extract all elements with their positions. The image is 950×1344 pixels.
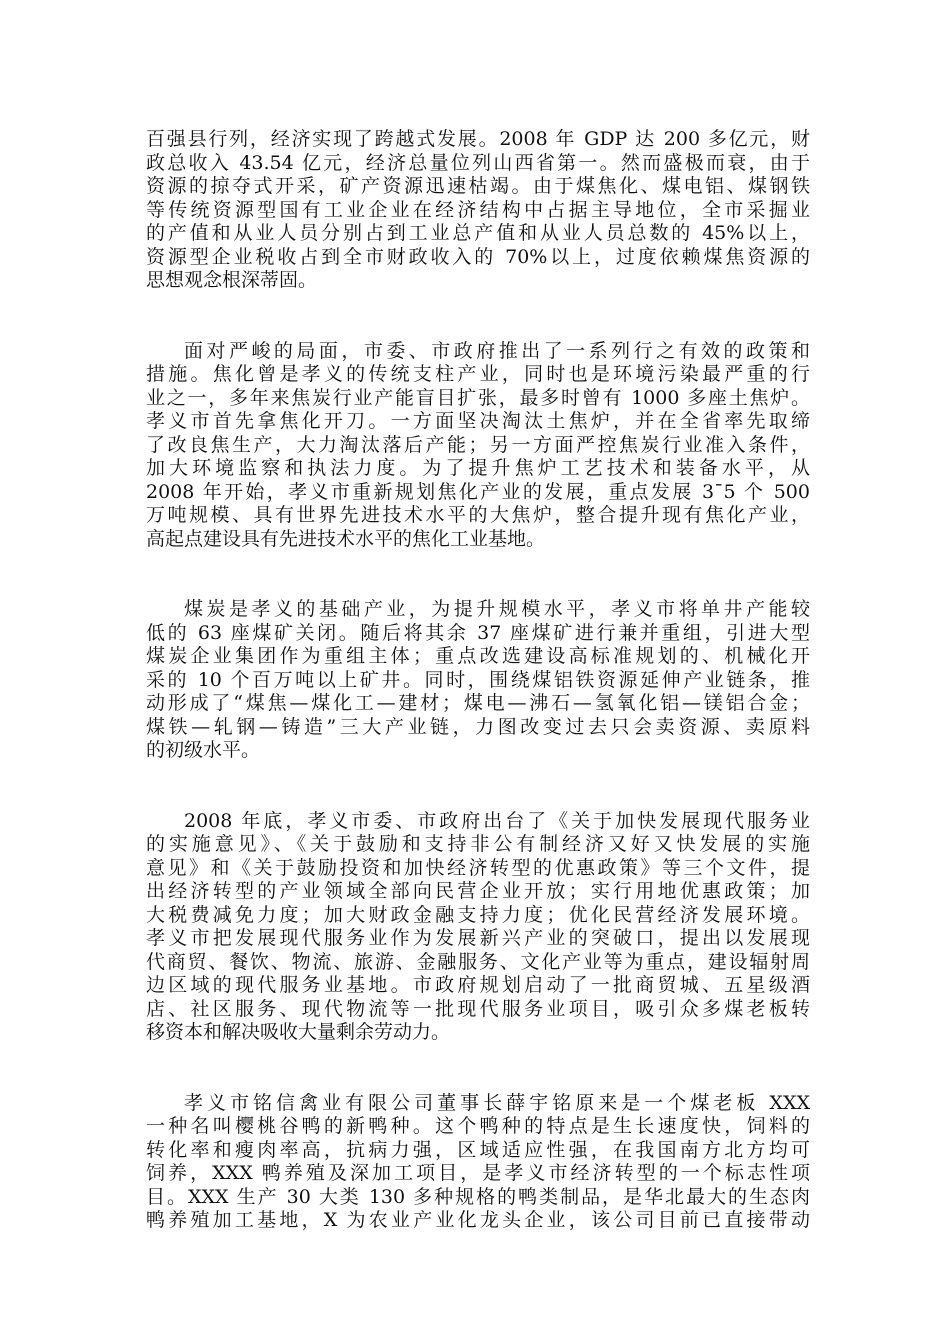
paragraph-5: [146, 1092, 810, 1233]
text-line: 出经济转型的产业领域全部向民营企业开放；实行用地优惠政策；加: [146, 880, 810, 902]
text-line: 采的 10 个百万吨以上矿井。同时，围绕煤铝铁资源延伸产业链条，推: [146, 668, 810, 691]
text-line: 意见》和《关于鼓励投资和加快经济转型的优惠政策》等三个文件，提: [146, 856, 810, 879]
text-line: 等传统资源型国有工业企业在经济结构中占据主导地位，全市采掘业: [146, 198, 810, 221]
text-line: 面对严峻的局面，市委、市政府推出了一系列行之有效的政策和: [184, 339, 810, 362]
text-line: 政总收入 43.54 亿元，经济总量位列山西省第一。然而盛极而衰，由于: [146, 151, 810, 174]
text-line: 店、社区服务、现代物流等一批现代服务业项目，吸引众多煤老板转: [146, 997, 810, 1020]
text-line: 煤炭是孝义的基础产业，为提升规模水平，孝义市将单井产能较: [184, 598, 810, 620]
text-line: 万吨规模、具有世界先进技术水平的大焦炉，整合提升现有焦化产业，: [146, 504, 810, 526]
text-line: 思想观念根深蒂固。: [146, 269, 318, 291]
text-line: 的产值和从业人员分别占到工业总产值和从业人员总数的 45%以上，: [146, 222, 810, 244]
text-line: 动形成了“煤焦—煤化工—建材；煤电—沸石—氢氧化铝—镁铝合金；: [146, 692, 810, 714]
text-line: 一种名叫樱桃谷鸭的新鸭种。这个鸭种的特点是生长速度快，饲料的: [146, 1115, 810, 1137]
text-line: 资源型企业税收占到全市财政收入的 70%以上，过度依赖煤焦资源的: [146, 245, 810, 268]
text-line: 孝义市把发展现代服务业作为发展新兴产业的突破口，提出以发展现: [146, 927, 810, 949]
text-line: 代商贸、餐饮、物流、旅游、金融服务、文化产业等为重点，建设辐射周: [146, 950, 810, 973]
paragraph-4: [146, 810, 810, 1045]
paragraph-1: [146, 128, 810, 293]
document-body: [146, 128, 810, 1280]
text-line: 边区域的现代服务业基地。市政府规划启动了一批商贸城、五星级酒: [146, 974, 810, 996]
text-line: 饲养，XXX 鸭养殖及深加工项目，是孝义市经济转型的一个标志性项: [146, 1162, 810, 1184]
text-line: 高起点建设具有先进技术水平的焦化工业基地。: [146, 527, 546, 550]
text-line: 转化率和瘦肉率高，抗病力强，区域适应性强，在我国南方北方均可: [146, 1138, 810, 1161]
paragraph-2: [146, 340, 810, 552]
text-line: 目。XXX 生产 30 大类 130 多种规格的鸭类制品，是华北最大的生态肉: [146, 1185, 810, 1208]
text-line: 百强县行列，经济实现了跨越式发展。2008 年 GDP 达 200 多亿元，财: [146, 128, 810, 150]
text-line: 大税费减免力度；加大财政金融支持力度；优化民营经济发展环境。: [146, 903, 810, 926]
text-line: 移资本和解决吸收大量剩余劳动力。: [146, 1021, 451, 1043]
text-line: 低的 63 座煤矿关闭。随后将其余 37 座煤矿进行兼并重组，引进大型: [146, 621, 810, 644]
text-line: 措施。焦化曾是孝义的传统支柱产业，同时也是环境污染最严重的行: [146, 363, 810, 385]
text-line: 的实施意见》、《关于鼓励和支持非公有制经济又好又快发展的实施: [146, 833, 810, 855]
paragraph-3: [146, 598, 810, 763]
text-line: 了改良焦生产，大力淘汰落后产能；另一方面严控焦炭行业准入条件，: [146, 433, 810, 456]
text-line: 孝义市铭信禽业有限公司董事长薛宇铭原来是一个煤老板 XXX: [184, 1091, 810, 1114]
text-line: 2008 年开始，孝义市重新规划焦化产业的发展，重点发展 3¯5 个 500: [146, 480, 810, 503]
text-line: 2008 年底，孝义市委、市政府出台了《关于加快发展现代服务业: [184, 809, 810, 832]
text-line: 煤铁—轧钢—铸造”三大产业链，力图改变过去只会卖资源、卖原料: [146, 715, 810, 738]
text-line: 煤炭企业集团作为重组主体；重点改选建设高标准规划的、机械化开: [146, 645, 810, 667]
text-line: 鸭养殖加工基地，X 为农业产业化龙头企业，该公司目前已直接带动: [146, 1209, 810, 1231]
text-line: 资源的掠夺式开采，矿产资源迅速枯竭。由于煤焦化、煤电铝、煤钢铁: [146, 175, 810, 197]
text-line: 加大环境监察和执法力度。为了提升焦炉工艺技术和装备水平，从: [146, 457, 810, 479]
text-line: 业之一，多年来焦炭行业产能盲目扩张，最多时曾有 1000 多座土焦炉。: [146, 386, 810, 409]
text-line: 孝义市首先拿焦化开刀。一方面坚决淘汰土焦炉，并在全省率先取缔: [146, 410, 810, 432]
text-line: 的初级水平。: [146, 739, 261, 761]
